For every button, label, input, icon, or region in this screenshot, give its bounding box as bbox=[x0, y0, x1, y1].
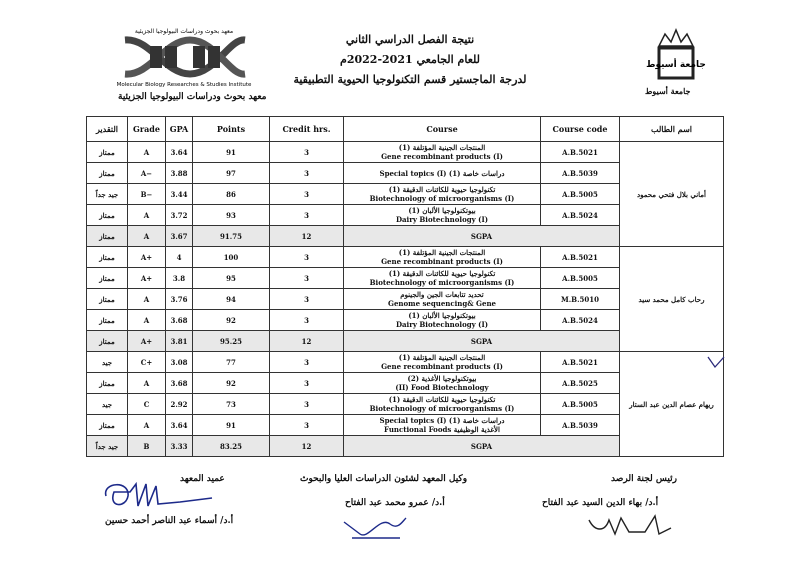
credit-cell: 3 bbox=[270, 310, 344, 331]
course-cell bbox=[344, 268, 541, 289]
table-row bbox=[87, 142, 724, 163]
grade-cell: A bbox=[128, 415, 166, 436]
gpa-cell: 3.68 bbox=[166, 310, 193, 331]
course-name-ar: بيوتكنولوجيا الأغذية (2) bbox=[407, 374, 477, 383]
table-row bbox=[87, 352, 724, 373]
document-title bbox=[290, 30, 530, 90]
points-cell: 73 bbox=[193, 394, 270, 415]
gpa-cell: 2.92 bbox=[166, 394, 193, 415]
sgpa-credit: 12 bbox=[270, 226, 344, 247]
course-name-ar: المنتجات الجينية المؤتلفة (1) bbox=[398, 143, 486, 152]
dean-signature bbox=[100, 478, 220, 512]
sgpa-points: 95.25 bbox=[193, 331, 270, 352]
sgpa-taqdeer: ممتاز bbox=[87, 331, 128, 352]
sgpa-label: SGPA bbox=[344, 436, 620, 457]
vice-dean-name: أ.د/ عمرو محمد عبد الفتاح bbox=[345, 498, 445, 508]
course-code-cell: A.B.5025 bbox=[541, 373, 620, 394]
points-cell: 94 bbox=[193, 289, 270, 310]
student-name-cell: رحاب كامل محمد سيد bbox=[620, 247, 724, 352]
table-header-row bbox=[87, 117, 724, 142]
course-code-cell: A.B.5005 bbox=[541, 268, 620, 289]
grade-cell: A+ bbox=[128, 247, 166, 268]
sgpa-gpa: 3.67 bbox=[166, 226, 193, 247]
committee-head-signature bbox=[585, 508, 675, 542]
header-course: Course bbox=[344, 117, 541, 142]
sgpa-label: SGPA bbox=[344, 331, 620, 352]
sgpa-taqdeer: ممتاز bbox=[87, 226, 128, 247]
course-name-en: Gene recombinant products (I) bbox=[381, 152, 503, 161]
header-code: Course code bbox=[541, 117, 620, 142]
committee-head-title: رئيس لجنة الرصد bbox=[611, 474, 677, 484]
course-name-ar: المنتجات الجينية المؤتلفة (1) bbox=[398, 248, 486, 257]
student-name-cell: أماني بلال فتحي محمود bbox=[620, 142, 724, 247]
grades-table bbox=[86, 116, 724, 457]
sgpa-credit: 12 bbox=[270, 436, 344, 457]
course-code-cell: A.B.5005 bbox=[541, 394, 620, 415]
gpa-cell: 3.64 bbox=[166, 415, 193, 436]
credit-cell: 3 bbox=[270, 184, 344, 205]
points-cell: 86 bbox=[193, 184, 270, 205]
grade-cell: C bbox=[128, 394, 166, 415]
credit-cell: 3 bbox=[270, 142, 344, 163]
course-code-cell: A.B.5039 bbox=[541, 163, 620, 184]
points-cell: 92 bbox=[193, 373, 270, 394]
grade-cell: A bbox=[128, 142, 166, 163]
table-row bbox=[87, 247, 724, 268]
course-code-cell: A.B.5024 bbox=[541, 205, 620, 226]
course-code-cell: A.B.5039 bbox=[541, 415, 620, 436]
points-cell: 100 bbox=[193, 247, 270, 268]
course-name-ar: الأغذية الوظيفية bbox=[453, 425, 500, 434]
vice-dean-title: وكيل المعهد لشئون الدراسات العليا والبحوث bbox=[300, 474, 468, 484]
points-cell: 95 bbox=[193, 268, 270, 289]
university-logo-text: جامعة أسيوط bbox=[646, 60, 706, 70]
course-name-ar: تكنولوجيا حيوية للكائنات الدقيقة (1) bbox=[388, 395, 496, 404]
credit-cell: 3 bbox=[270, 247, 344, 268]
header-credit: Credit hrs. bbox=[270, 117, 344, 142]
sgpa-taqdeer: جيد جداً bbox=[87, 436, 128, 457]
course-name-ar: دراسات خاصة (1) bbox=[448, 168, 505, 178]
header-grade: Grade bbox=[128, 117, 166, 142]
gpa-cell: 3.64 bbox=[166, 142, 193, 163]
credit-cell: 3 bbox=[270, 415, 344, 436]
course-name-en: Gene recombinant products (I) bbox=[381, 257, 503, 266]
taqdeer-cell: جيد جداً bbox=[87, 184, 128, 205]
course-name-ar: تكنولوجيا حيوية للكائنات الدقيقة (1) bbox=[388, 269, 496, 278]
course-cell bbox=[344, 163, 541, 184]
header-taqdeer: التقدير bbox=[87, 117, 128, 142]
sgpa-grade: B bbox=[128, 436, 166, 457]
gpa-cell: 3.88 bbox=[166, 163, 193, 184]
title-line-3: لدرجة الماجستير قسم التكنولوجيا الحيوية التطبيقية bbox=[293, 73, 527, 86]
points-cell: 92 bbox=[193, 310, 270, 331]
credit-cell: 3 bbox=[270, 205, 344, 226]
taqdeer-cell: ممتاز bbox=[87, 247, 128, 268]
credit-cell: 3 bbox=[270, 373, 344, 394]
course-name-ar: تحديد تتابعات الجين والجينوم bbox=[400, 290, 484, 299]
sgpa-points: 83.25 bbox=[193, 436, 270, 457]
course-name-en: Gene recombinant products (I) bbox=[381, 362, 503, 371]
institute-name: معهد بحوث ودراسات البيولوجيا الجزيئية bbox=[118, 92, 267, 102]
course-cell bbox=[344, 289, 541, 310]
sgpa-points: 91.75 bbox=[193, 226, 270, 247]
institute-logo-caption: Molecular Biology Researches & Studies Institute bbox=[116, 82, 252, 88]
title-line-1: نتيجة الفصل الدراسي الثاني bbox=[345, 33, 475, 46]
taqdeer-cell: جيد bbox=[87, 352, 128, 373]
university-name: جامعة أسيوط bbox=[645, 86, 691, 96]
points-cell: 97 bbox=[193, 163, 270, 184]
sgpa-label: SGPA bbox=[344, 226, 620, 247]
committee-head-name: أ.د/ بهاء الدين السيد عبد الفتاح bbox=[542, 498, 659, 508]
grade-cell: A+ bbox=[128, 268, 166, 289]
course-name-en: Genome sequencing& Gene bbox=[387, 299, 497, 308]
credit-cell: 3 bbox=[270, 268, 344, 289]
credit-cell: 3 bbox=[270, 394, 344, 415]
gpa-cell: 3.44 bbox=[166, 184, 193, 205]
course-name-en: Special topics (I) دراسات خاصة (1) bbox=[379, 416, 505, 425]
gpa-cell: 3.68 bbox=[166, 373, 193, 394]
course-code-cell: M.B.5010 bbox=[541, 289, 620, 310]
course-name-en-2: Functional Foods bbox=[384, 425, 452, 434]
grade-cell: C+ bbox=[128, 352, 166, 373]
sgpa-gpa: 3.81 bbox=[166, 331, 193, 352]
taqdeer-cell: ممتاز bbox=[87, 268, 128, 289]
course-name-en: Dairy Biotechnology (I) bbox=[395, 320, 489, 329]
course-name-en: Biotechnology of microorganisms (I) bbox=[369, 404, 515, 413]
course-cell bbox=[344, 415, 541, 436]
course-name-ar: تكنولوجيا حيوية للكائنات الدقيقة (1) bbox=[388, 185, 496, 194]
gpa-cell: 3.72 bbox=[166, 205, 193, 226]
taqdeer-cell: ممتاز bbox=[87, 205, 128, 226]
taqdeer-cell: ممتاز bbox=[87, 310, 128, 331]
institute-logo-top-text: معهد بحوث ودراسات البيولوجيا الجزيئية bbox=[134, 28, 234, 35]
course-cell bbox=[344, 352, 541, 373]
course-name-ar: بيوتكنولوجيا الألبان (1) bbox=[408, 311, 476, 320]
course-cell bbox=[344, 142, 541, 163]
gpa-cell: 3.08 bbox=[166, 352, 193, 373]
gpa-cell: 3.8 bbox=[166, 268, 193, 289]
course-code-cell: A.B.5021 bbox=[541, 247, 620, 268]
course-code-cell: A.B.5024 bbox=[541, 310, 620, 331]
grade-cell: A bbox=[128, 205, 166, 226]
taqdeer-cell: ممتاز bbox=[87, 373, 128, 394]
header-gpa: GPA bbox=[166, 117, 193, 142]
course-name-en: Biotechnology of microorganisms (I) bbox=[369, 278, 515, 287]
header-points: Points bbox=[193, 117, 270, 142]
grade-cell: A bbox=[128, 289, 166, 310]
course-cell bbox=[344, 184, 541, 205]
dean-name: أ.د/ أسماء عبد الناصر أحمد حسين bbox=[105, 516, 234, 526]
course-name-en: Special topics (I) bbox=[379, 168, 447, 178]
taqdeer-cell: ممتاز bbox=[87, 289, 128, 310]
taqdeer-cell: ممتاز bbox=[87, 163, 128, 184]
course-cell bbox=[344, 205, 541, 226]
points-cell: 77 bbox=[193, 352, 270, 373]
vice-dean-signature bbox=[340, 512, 410, 542]
grade-cell: B− bbox=[128, 184, 166, 205]
course-cell bbox=[344, 373, 541, 394]
points-cell: 91 bbox=[193, 142, 270, 163]
course-code-cell: A.B.5021 bbox=[541, 142, 620, 163]
credit-cell: 3 bbox=[270, 289, 344, 310]
credit-cell: 3 bbox=[270, 352, 344, 373]
grade-cell: A− bbox=[128, 163, 166, 184]
sgpa-gpa: 3.33 bbox=[166, 436, 193, 457]
grade-cell: A bbox=[128, 310, 166, 331]
sgpa-grade: A bbox=[128, 226, 166, 247]
course-code-cell: A.B.5021 bbox=[541, 352, 620, 373]
margin-check-mark bbox=[706, 355, 726, 369]
points-cell: 93 bbox=[193, 205, 270, 226]
gpa-cell: 3.76 bbox=[166, 289, 193, 310]
course-code-cell: A.B.5005 bbox=[541, 184, 620, 205]
course-name-ar: بيوتكنولوجيا الألبان (1) bbox=[408, 206, 476, 215]
course-cell bbox=[344, 247, 541, 268]
university-logo bbox=[646, 22, 706, 88]
taqdeer-cell: ممتاز bbox=[87, 142, 128, 163]
gpa-cell: 4 bbox=[166, 247, 193, 268]
course-name-en: (II) Food Biotechnology bbox=[395, 383, 489, 392]
header-student: اسم الطالب bbox=[620, 117, 724, 142]
grade-cell: A bbox=[128, 373, 166, 394]
taqdeer-cell: ممتاز bbox=[87, 415, 128, 436]
credit-cell: 3 bbox=[270, 163, 344, 184]
points-cell: 91 bbox=[193, 415, 270, 436]
taqdeer-cell: جيد bbox=[87, 394, 128, 415]
dean-title: عميد المعهد bbox=[180, 474, 225, 484]
institute-logo bbox=[95, 24, 273, 90]
course-cell bbox=[344, 310, 541, 331]
course-name-en: Dairy Biotechnology (I) bbox=[395, 215, 489, 224]
course-cell bbox=[344, 394, 541, 415]
sgpa-credit: 12 bbox=[270, 331, 344, 352]
student-name-cell: ريهام عصام الدين عبد الستار bbox=[620, 352, 724, 457]
course-name-en: Biotechnology of microorganisms (I) bbox=[369, 194, 515, 203]
course-name-ar: المنتجات الجينية المؤتلفة (1) bbox=[398, 353, 486, 362]
title-line-2: للعام الجامعي 2021-2022م bbox=[340, 53, 480, 66]
sgpa-grade: A+ bbox=[128, 331, 166, 352]
